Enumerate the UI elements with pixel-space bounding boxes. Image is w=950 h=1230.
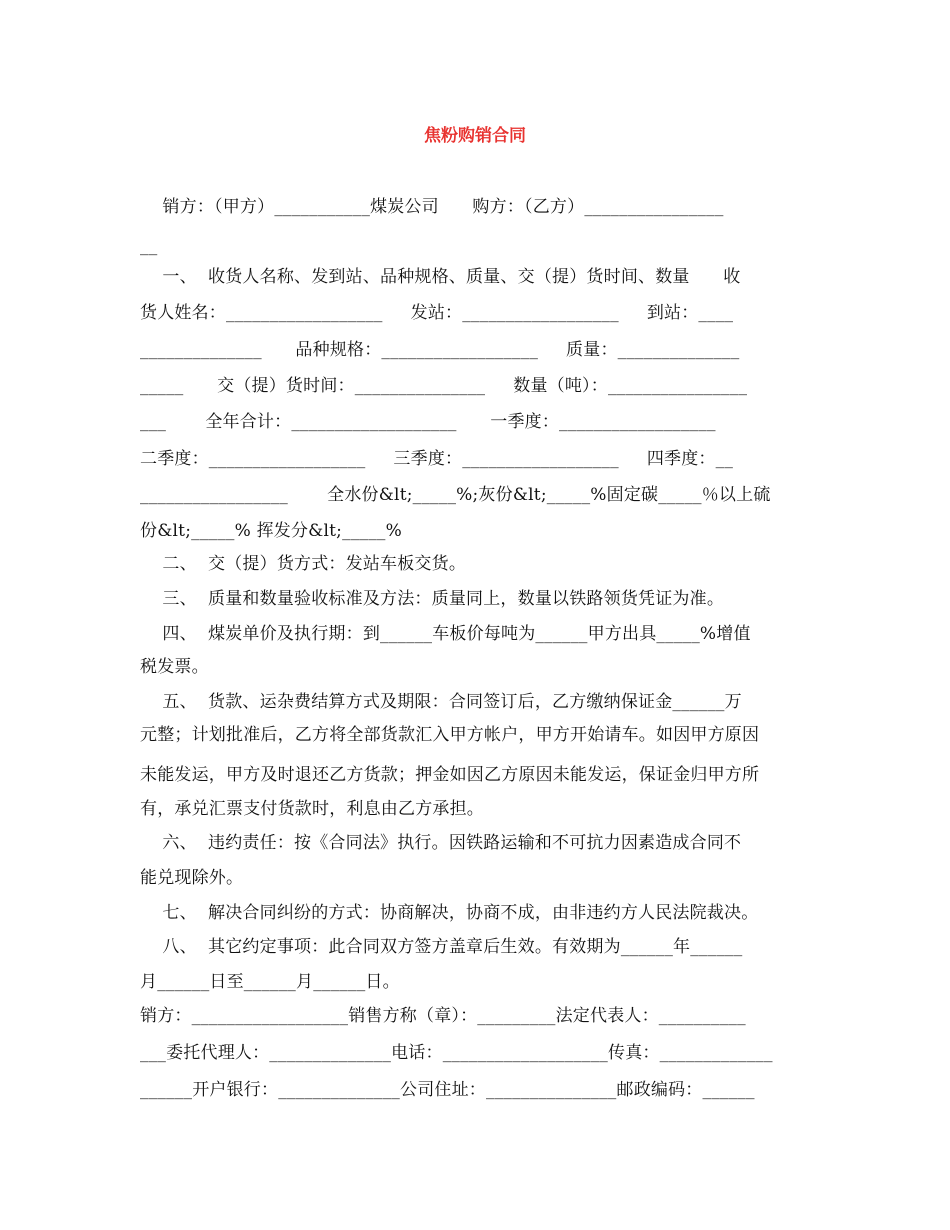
text-line: __ — [140, 236, 158, 256]
text-line: 三、 质量和数量验收标准及方法：质量同上，数量以铁路领货凭证为准。 — [140, 589, 725, 609]
text-line: 七、 解决合同纠纷的方式：协商解决，协商不成，由非违约方人民法院裁决。 — [140, 903, 759, 923]
text-line: 税发票。 — [140, 657, 209, 677]
text-line: _____ 交（提）货时间：_______________ 数量（吨）：________________ — [140, 376, 748, 396]
document-title: 焦粉购销合同 — [424, 126, 526, 146]
text-line: 未能发运，甲方及时退还乙方货款；押金如因乙方原因未能发运，保证金归甲方所 — [140, 765, 760, 785]
text-line: 二、 交（提）货方式：发站车板交货。 — [140, 554, 467, 574]
text-line: 四、 煤炭单价及执行期：到______车板价每吨为______甲方出具_____%增值 — [140, 624, 751, 644]
text-line: 六、 违约责任：按《合同法》执行。因铁路运输和不可抗力因素造成合同不 — [140, 833, 742, 853]
text-line: 元整；计划批准后，乙方将全部货款汇入甲方帐户，甲方开始请车。如因甲方原因 — [140, 725, 760, 745]
text-line: ______开户银行：______________公司住址：_______________邮政编码：______ — [140, 1080, 755, 1100]
text-line: 五、 货款、运杂费结算方式及期限：合同签订后，乙方缴纳保证金______万 — [140, 692, 742, 712]
text-line: 一、 收货人名称、发到站、品种规格、质量、交（提）货时间、数量 收 — [140, 267, 741, 287]
text-line: 销方：（甲方）___________煤炭公司 购方：（乙方）________________ — [140, 197, 724, 217]
text-line: ______________ 品种规格：__________________ 质量：______________ — [140, 340, 740, 360]
text-line: ___委托代理人：______________电话：___________________传真：_____________ — [140, 1043, 773, 1063]
text-line: _________________ 全水份&lt;_____%;灰份&lt;_____%固定碳_____％以上硫 — [140, 485, 771, 505]
text-line: 月______日至______月______日。 — [140, 972, 400, 992]
text-line: 八、 其它约定事项：此合同双方签方盖章后生效。有效期为______年______ — [140, 937, 743, 957]
text-line: ___ 全年合计：___________________ 一季度：__________________ — [140, 412, 716, 432]
text-line: 二季度：__________________ 三季度：__________________ 四季度：__ — [140, 449, 734, 469]
text-line: 销方：__________________销售方称（章）：_________法定代表人：__________ — [140, 1006, 746, 1026]
text-line: 份&lt;_____% 挥发分&lt;_____% — [140, 521, 402, 541]
text-line: 货人姓名：__________________ 发站：__________________ 到站：____ — [140, 303, 734, 323]
text-line: 有，承兑汇票支付货款时，利息由乙方承担。 — [140, 799, 484, 819]
text-line: 能兑现除外。 — [140, 868, 244, 888]
